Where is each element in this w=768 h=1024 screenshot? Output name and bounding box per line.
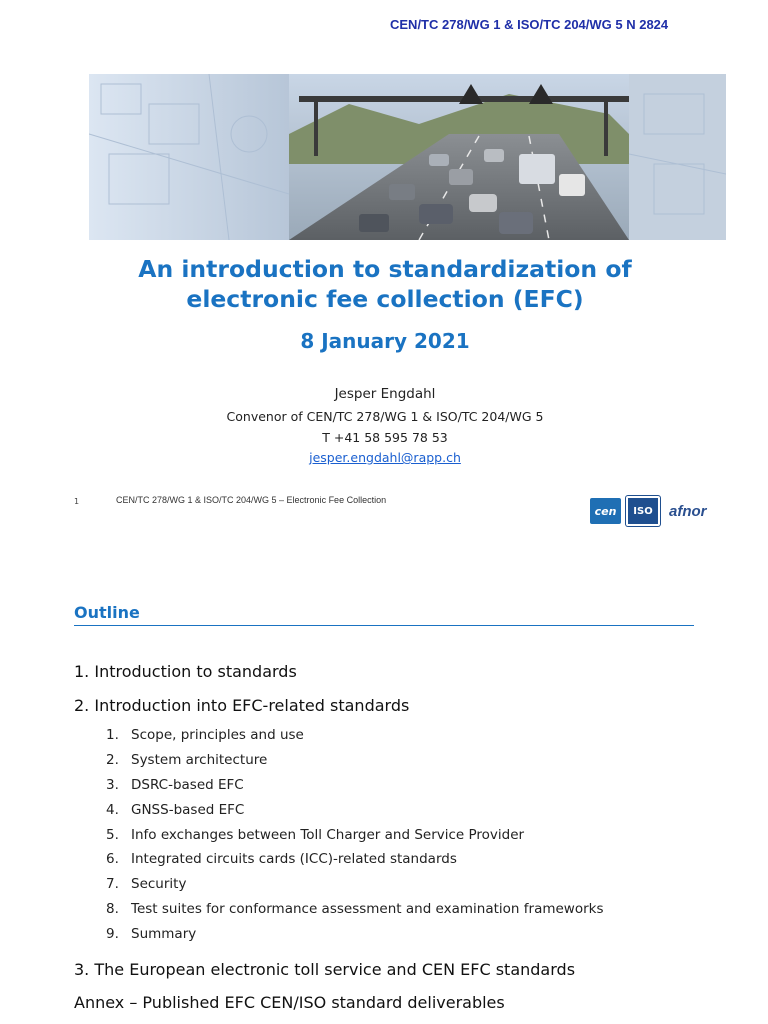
logos [590, 497, 707, 525]
outline-subitem [106, 752, 267, 768]
subitem-text: Test suites for conformance assessment and examination frameworks [131, 901, 604, 917]
outline-subitem [106, 727, 304, 743]
subitem-number: 1. [106, 727, 119, 743]
author-name: Jesper Engdahl [334, 386, 436, 402]
outline-subitem [106, 901, 604, 917]
subitem-number: 2. [106, 752, 119, 768]
outline-divider [74, 625, 694, 626]
author-email [60, 450, 710, 465]
document-code: CEN/TC 278/WG 1 & ISO/TC 204/WG 5 N 2824 [390, 17, 669, 32]
outline-item [74, 662, 297, 681]
subitem-number: 6. [106, 851, 119, 867]
subitem-text: Security [131, 876, 187, 892]
highway-banner-image [89, 74, 726, 240]
presentation-date: 8 January 2021 [300, 329, 470, 353]
subitem-text: Scope, principles and use [131, 727, 304, 743]
outline-item [74, 960, 575, 979]
presentation-title [60, 254, 710, 314]
outline-heading: Outline [74, 603, 140, 622]
outline-subitem [106, 926, 196, 942]
item-number: 1. [74, 662, 90, 681]
subitem-number: 9. [106, 926, 119, 942]
outline-subitem [106, 777, 244, 793]
subitem-text: Summary [131, 926, 197, 942]
subitem-number: 8. [106, 901, 119, 917]
item-number: 3. [74, 960, 90, 979]
item-text: Introduction into EFC-related standards [94, 696, 410, 715]
outline-item [74, 696, 409, 715]
subitem-text: DSRC-based EFC [131, 777, 244, 793]
outline-subitem [106, 851, 457, 867]
outline-subitem [106, 802, 244, 818]
afnor-logo: afnor [669, 502, 707, 520]
subitem-number: 4. [106, 802, 119, 818]
outline-subitem [106, 827, 524, 843]
subitem-text: Integrated circuits cards (ICC)-related standards [131, 851, 457, 867]
item-number: 2. [74, 696, 90, 715]
author-phone: T +41 58 595 78 53 [322, 430, 448, 445]
subitem-text: Info exchanges between Toll Charger and Service Provider [131, 827, 525, 843]
title-line-2: electronic fee collection (EFC) [186, 285, 584, 313]
outline-annex: Annex – Published EFC CEN/ISO standard deliverables [74, 993, 505, 1012]
slide-footer: CEN/TC 278/WG 1 & ISO/TC 204/WG 5 – Electronic Fee Collection [116, 495, 387, 505]
item-text: Introduction to standards [94, 662, 297, 681]
subitem-number: 7. [106, 876, 119, 892]
iso-logo: ISO [626, 496, 660, 526]
email-link[interactable]: jesper.engdahl@rapp.ch [309, 450, 461, 465]
subitem-number: 5. [106, 827, 119, 843]
subitem-number: 3. [106, 777, 119, 793]
subitem-text: GNSS-based EFC [131, 802, 245, 818]
subitem-text: System architecture [131, 752, 268, 768]
author-role: Convenor of CEN/TC 278/WG 1 & ISO/TC 204/WG 5 [226, 409, 544, 424]
cen-logo: cen [590, 498, 621, 524]
title-line-1: An introduction to standardization of [138, 255, 632, 283]
slide-number: 1 [74, 497, 80, 506]
item-text: The European electronic toll service and CEN EFC standards [94, 960, 576, 979]
outline-subitem [106, 876, 186, 892]
